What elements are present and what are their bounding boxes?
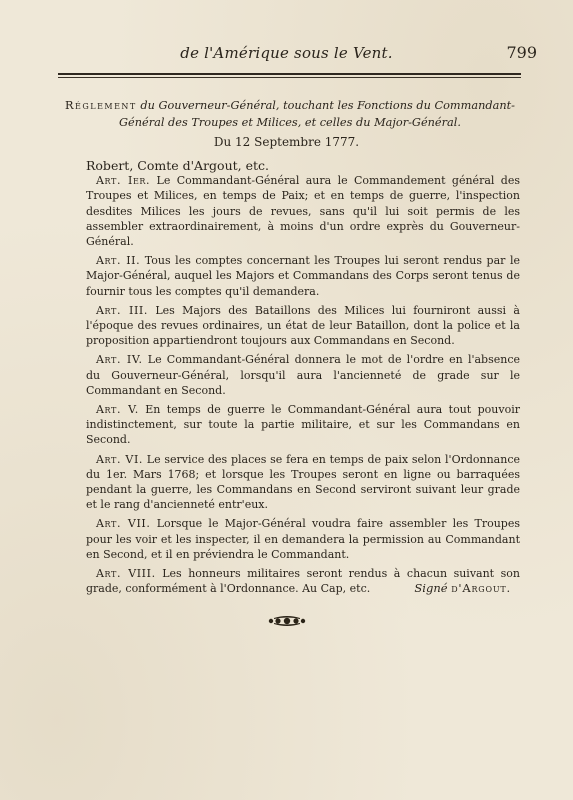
article-label: Art. VII. bbox=[96, 517, 151, 531]
running-head: de l'Amérique sous le Vent. bbox=[180, 44, 393, 62]
article-4 bbox=[86, 352, 520, 398]
article-label: Art. IV. bbox=[96, 353, 143, 367]
title-rest: du Gouverneur-Général, touchant les Fonctions du Commandant-Général des Troupes et Milices, et celles du Major-Général. bbox=[119, 99, 515, 129]
document-date: Du 12 Septembre 1777. bbox=[213, 135, 360, 149]
signature-prefix: Signé bbox=[414, 581, 452, 595]
article-1 bbox=[86, 173, 520, 249]
article-text: Tous les comptes concernant les Troupes lui seront rendus par le Major-Général, auquel les Majors et Commandans des Corps seront tenus de fournir tous les comptes qu'il demandera. bbox=[86, 254, 520, 298]
title-lead: Réglement bbox=[65, 99, 137, 112]
article-7 bbox=[86, 516, 520, 562]
article-label: Art. III. bbox=[96, 303, 148, 317]
article-6 bbox=[86, 452, 520, 513]
article-label: Art. Ier. bbox=[96, 174, 151, 188]
article-text: Les honneurs militaires seront rendus à chacun suivant son grade, conformément à l'Ordonnance. Au Cap, etc. bbox=[86, 567, 520, 596]
signature-name: d'Argout. bbox=[451, 581, 511, 595]
article-3 bbox=[86, 303, 520, 349]
salutation: Robert, Comte d'Argout, etc. bbox=[86, 158, 270, 173]
article-5 bbox=[86, 402, 520, 448]
article-label: Art. II. bbox=[96, 254, 141, 268]
header-rule-thick bbox=[58, 73, 521, 75]
page-header bbox=[0, 44, 573, 68]
article-label: Art. VI. bbox=[96, 452, 144, 466]
article-text: Lorsque le Major-Général voudra faire assembler les Troupes pour les voir et les inspecter, il en demandera la permission au Commandant en Second, et il en préviendra le Commandant. bbox=[86, 517, 520, 561]
article-text: Le service des places se fera en temps de paix selon l'Ordonnance du 1er. Mars 1768; et lorsque les Troupes seront en ligne ou barraquées pendant la guerre, les Commandans en Second serviront suivant leur grade et le rang d'ancienneté entr'eux. bbox=[86, 452, 520, 512]
page-number: 799 bbox=[506, 43, 537, 62]
fleuron-ornament-icon bbox=[0, 614, 573, 632]
article-2 bbox=[86, 253, 520, 299]
document-title bbox=[62, 97, 518, 131]
article-text: En temps de guerre le Commandant-Général aura tout pouvoir indistinctement, sur toute la partie militaire, et sur les Commandans en Second. bbox=[86, 403, 520, 447]
article-text: Le Commandant-Général donnera le mot de l'ordre en l'absence du Gouverneur-Général, lorsqu'il aura l'ancienneté de grade sur le Commandant en Second. bbox=[86, 353, 520, 397]
article-label: Art. VIII. bbox=[96, 567, 156, 581]
article-label: Art. V. bbox=[96, 403, 139, 417]
article-text: Les Majors des Bataillons des Milices lui fourniront aussi à l'époque des revues ordinaires, un état de leur Bataillon, dont la police et la proposition appartiendront toujours aux Commandans en Second. bbox=[86, 303, 520, 348]
article-text: Le Commandant-Général aura le Commandement général des Troupes et Milices, en temps de Paix; et en temps de guerre, l'inspection desdites Milices les jours de revues, sans qu'il lui soit permis de les assembler extraordinairement, à moins d'un ordre exprès du Gouverneur-Général. bbox=[86, 174, 520, 249]
header-rule-thin bbox=[58, 77, 521, 78]
document-body bbox=[86, 158, 520, 600]
signature bbox=[414, 581, 511, 595]
